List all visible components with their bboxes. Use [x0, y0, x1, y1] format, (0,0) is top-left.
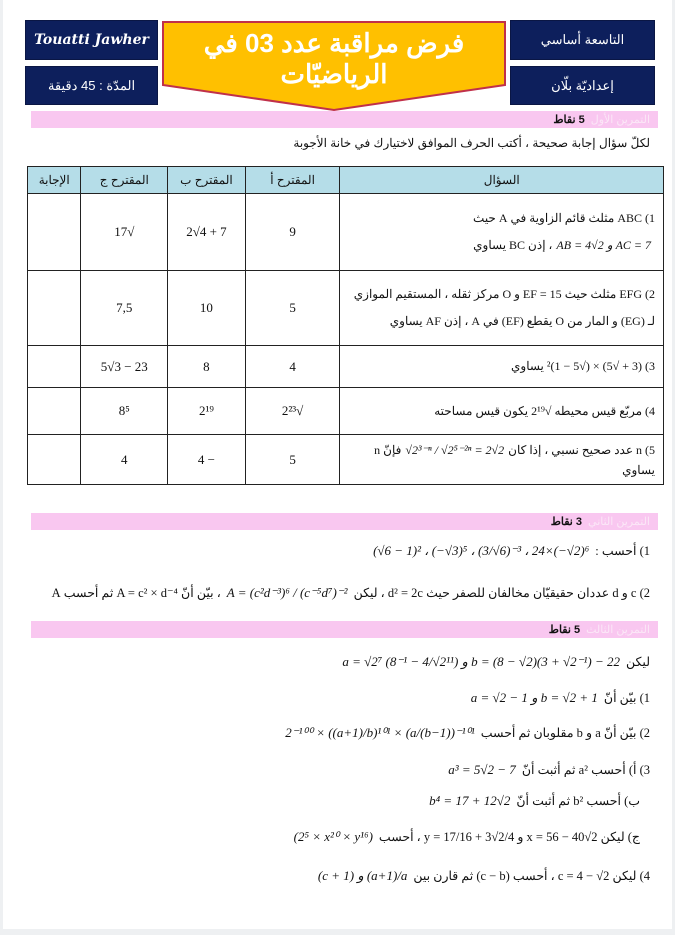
- line-text: 1) أحسب :: [595, 544, 650, 558]
- exercise-3-line: [465, 690, 650, 706]
- option-b: 8: [168, 346, 246, 388]
- question-text: فإنّ n يساوي: [374, 442, 655, 477]
- exercise-3-line: [442, 762, 650, 778]
- line-text: 2) بيّن أنّ a و b مقلوبان ثم أحسب: [480, 726, 650, 740]
- exercise-3-line: [312, 868, 650, 884]
- line-text: ، بيّن أنّ A = c² × d⁻⁴ ثم أحسب A: [51, 586, 221, 600]
- line-math: (c + 1) و (a+1)/a: [317, 868, 408, 883]
- question-math: √2³⁻ⁿ / √2⁵⁻²ⁿ = 2√2: [405, 442, 505, 457]
- line-text: ب) أحسب b² ثم أثبت أنّ: [516, 794, 640, 808]
- line-text: ليكن: [626, 655, 650, 669]
- exercise-label: التمرين الثالث: [586, 624, 650, 636]
- line-math: (√6 − 1)² ، (−√3)⁵ ، (3/√6)⁻³ ، 24×(−√2)⁶: [373, 543, 590, 558]
- level: التاسعة أساسي: [510, 20, 655, 60]
- exercise-label: التمرين الأول: [590, 114, 650, 126]
- line-math: b⁴ = 17 + 12√2: [429, 793, 511, 808]
- line-math: A = (c²d⁻³)⁶ / (c⁻⁵d⁷)⁻²: [226, 585, 348, 600]
- exercise-2-line-2: [52, 585, 650, 601]
- exercise-1-banner: [31, 111, 658, 128]
- column-header: المقترح أ: [245, 167, 340, 194]
- author-logo: Touatti Jawher: [25, 20, 158, 60]
- option-b: − 4: [168, 435, 246, 485]
- question-text: ، إذن BC يساوي: [473, 238, 553, 252]
- table-row: [28, 346, 664, 388]
- title-text: فرض مراقبة عدد 03 في الرياضيّات: [203, 28, 465, 89]
- question-text: 1) ABC مثلث قائم الزاوية في A حيث: [473, 211, 655, 225]
- exam-page: [3, 0, 672, 929]
- exercise-3-banner: [31, 621, 658, 638]
- answer-cell[interactable]: [28, 194, 81, 271]
- line-math: a³ = 5√2 − 7: [448, 762, 516, 777]
- line-text: 3) أ) أحسب a² ثم أثبت أنّ: [521, 763, 650, 777]
- line-text: 1) بيّن أنّ: [603, 691, 650, 705]
- question-cell: [340, 194, 664, 271]
- option-a: 4: [245, 346, 340, 388]
- option-c: 7,5: [81, 271, 168, 346]
- line-text: 2) c و d عددان حقيقيّان مخالفان للصفر حيث d² = 2c ، ليكن: [353, 586, 650, 600]
- column-header: المقترح ب: [168, 167, 246, 194]
- table-header-row: [28, 167, 664, 194]
- answer-cell[interactable]: [28, 435, 81, 485]
- option-c: 8⁵: [81, 388, 168, 435]
- school: إعداديّة بلّان: [510, 66, 655, 105]
- option-a: 9: [245, 194, 340, 271]
- line-math: a = √2⁷ (8⁻¹ − 4/√2¹¹) و b = (8 − √2)(3 + √2⁻¹) − 22: [342, 654, 620, 669]
- exercise-3-line: [279, 725, 650, 741]
- option-b: 7 + 4√2: [168, 194, 246, 271]
- column-header: الإجابة: [28, 167, 81, 194]
- option-a: 5: [245, 435, 340, 485]
- exercise-points: 3 نقاط: [550, 516, 583, 528]
- line-math: a = √2 − 1 و b = √2 + 1: [470, 690, 598, 705]
- question-text: 5) n عدد صحيح نسبي ، إذا كان: [508, 442, 655, 457]
- exam-title: [161, 20, 507, 112]
- option-c: 23 − 3√5: [81, 346, 168, 388]
- exercise-3-line: [423, 793, 640, 809]
- answer-cell[interactable]: [28, 346, 81, 388]
- option-b: 10: [168, 271, 246, 346]
- exercise-2-banner: [31, 513, 658, 530]
- option-c: 4: [81, 435, 168, 485]
- option-c: √17: [81, 194, 168, 271]
- exercise-label: التمرين الثاني: [588, 516, 650, 528]
- column-header: المقترح ج: [81, 167, 168, 194]
- question-math: AB = 4√2 و AC = 7: [556, 238, 651, 252]
- line-math: 2⁻¹⁰⁰ × ((a+1)/b)¹⁰¹ × (a/(b−1))⁻¹⁰¹: [285, 725, 475, 740]
- line-text: 4) ليكن c = 4 − √2 ، أحسب (c − b) ثم قارن بين: [413, 869, 650, 883]
- answer-cell[interactable]: [28, 271, 81, 346]
- mcq-table: [27, 166, 664, 485]
- question-cell: 3) (3 + √5) × (√5 − 1)² يساوي: [340, 346, 664, 388]
- table-row: [28, 388, 664, 435]
- table-row: [28, 435, 664, 485]
- line-math: (2⁵ × x²⁰ × y¹⁶): [293, 829, 373, 844]
- option-b: 2¹⁹: [168, 388, 246, 435]
- column-header: السؤال: [340, 167, 664, 194]
- question-text: لـ (EG) و المار من O يقطع (EF) في A ، إذن AF يساوي: [389, 314, 655, 328]
- question-text: 2) EFG مثلث حيث EF = 15 و O مركز ثقله ، المستقيم الموازي: [353, 287, 655, 301]
- exercise-3-line: [336, 654, 650, 670]
- answer-cell[interactable]: [28, 388, 81, 435]
- table-row: [28, 271, 664, 346]
- line-text: ج) ليكن x = 56 − 40√2 و y = 17/16 + 3√2/4 ، أحسب: [378, 830, 640, 844]
- table-row: [28, 194, 664, 271]
- question-cell: 4) مربّع قيس محيطه √2¹⁹ يكون قيس مساحته: [340, 388, 664, 435]
- question-cell: [340, 435, 664, 485]
- instruction: لكلّ سؤال إجابة صحيحة ، أكتب الحرف الموافق لاختيارك في خانة الأجوبة: [293, 136, 650, 150]
- option-a: √2²³: [245, 388, 340, 435]
- duration: المدّة : 45 دقيقة: [25, 66, 158, 105]
- exercise-points: 5 نقاط: [548, 624, 581, 636]
- exercise-2-line-1: [367, 543, 650, 559]
- option-a: 5: [245, 271, 340, 346]
- exercise-3-line: [288, 829, 640, 845]
- question-cell: [340, 271, 664, 346]
- exercise-points: 5 نقاط: [553, 114, 585, 126]
